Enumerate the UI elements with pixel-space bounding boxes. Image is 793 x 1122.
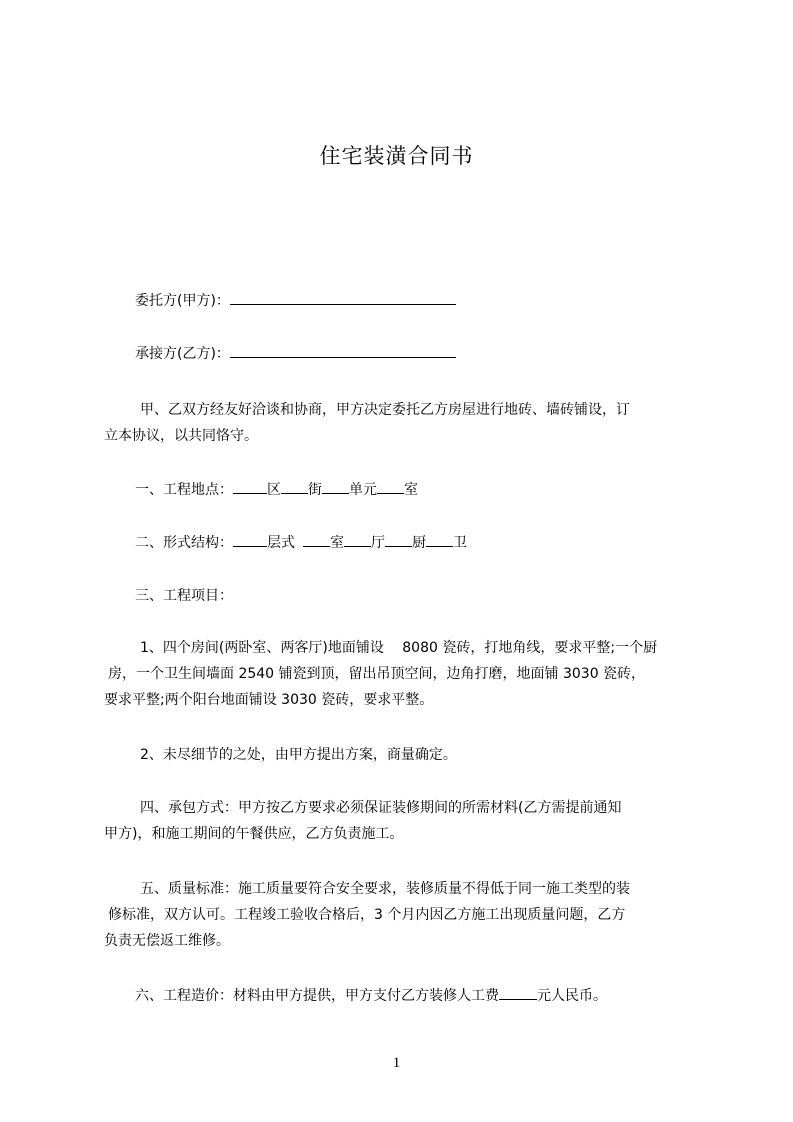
kitchens-label: 厨	[412, 535, 426, 551]
document-title: 住宅装潢合同书	[319, 144, 474, 168]
structure-label: 二、形式结构：	[135, 535, 233, 551]
contract-method-paragraph	[104, 795, 704, 847]
intro-line-2: 立本协议，以共同恪守。	[104, 428, 258, 444]
party-b-line	[104, 341, 735, 367]
intro-paragraph	[104, 397, 704, 449]
room-label: 室	[404, 482, 418, 498]
halls-label: 厅	[371, 535, 385, 551]
item-1-paragraph	[104, 635, 704, 713]
intro-line-1: 甲、乙双方经友好洽谈和协商，甲方决定委托乙方房屋进行地砖、墙砖铺设，订	[140, 402, 630, 418]
structure-line	[104, 530, 735, 556]
party-a-line	[104, 288, 735, 314]
street-label: 街	[308, 482, 322, 498]
quality-line-1: 五、质量标准：施工质量要符合安全要求，装修质量不得低于同一施工类型的装	[140, 881, 630, 897]
unit-blank[interactable]	[322, 479, 349, 494]
contract-method-line-1: 四、承包方式：甲方按乙方要求必须保证装修期间的所需材料(乙方需提前通知	[140, 800, 622, 816]
rooms-label: 室	[330, 535, 344, 551]
district-blank[interactable]	[233, 479, 267, 494]
cost-suffix: 元人民币。	[537, 988, 607, 1004]
location-label: 一、工程地点：	[135, 482, 233, 498]
rooms-blank[interactable]	[303, 532, 330, 547]
halls-blank[interactable]	[344, 532, 371, 547]
page-number: 1	[392, 1055, 401, 1071]
party-b-blank[interactable]	[230, 343, 456, 358]
baths-blank[interactable]	[426, 532, 453, 547]
item-1-line-3: 要求平整;两个阳台地面铺设 3030 瓷砖，要求平整。	[104, 692, 434, 708]
street-blank[interactable]	[281, 479, 308, 494]
room-blank[interactable]	[377, 479, 404, 494]
baths-label: 卫	[453, 535, 467, 551]
kitchens-blank[interactable]	[385, 532, 412, 547]
floors-blank[interactable]	[233, 532, 267, 547]
location-line	[104, 477, 735, 503]
item-1-line-1: 1、四个房间(两卧室、两客厅)地面铺设 8080 瓷砖，打地角线，要求平整;一个厨	[140, 640, 658, 656]
party-a-label: 委托方(甲方)：	[135, 293, 230, 309]
unit-label: 单元	[349, 482, 377, 498]
cost-line	[104, 983, 735, 1009]
quality-paragraph	[104, 876, 704, 954]
cost-prefix: 六、工程造价：材料由甲方提供，甲方支付乙方装修人工费	[135, 988, 499, 1004]
cost-blank[interactable]	[499, 985, 537, 1000]
party-a-blank[interactable]	[230, 290, 456, 305]
item-1-line-2: 房，一个卫生间墙面 2540 铺瓷到顶，留出吊顶空间，边角打磨，地面铺 3030 瓷砖，	[108, 666, 646, 682]
items-heading: 三、工程项目：	[135, 588, 233, 604]
quality-line-3: 负责无偿返工维修。	[104, 933, 230, 949]
quality-line-2: 修标准，双方认可。工程竣工验收合格后，3 个月内因乙方施工出现质量问题，乙方	[108, 907, 626, 923]
item-2-paragraph: 2、未尽细节的之处，由甲方提出方案，商量确定。	[140, 747, 457, 763]
district-label: 区	[267, 482, 281, 498]
floors-label: 层式	[267, 535, 295, 551]
contract-method-line-2: 甲方)，和施工期间的午餐供应，乙方负责施工。	[104, 826, 404, 842]
party-b-label: 承接方(乙方)：	[135, 346, 230, 362]
